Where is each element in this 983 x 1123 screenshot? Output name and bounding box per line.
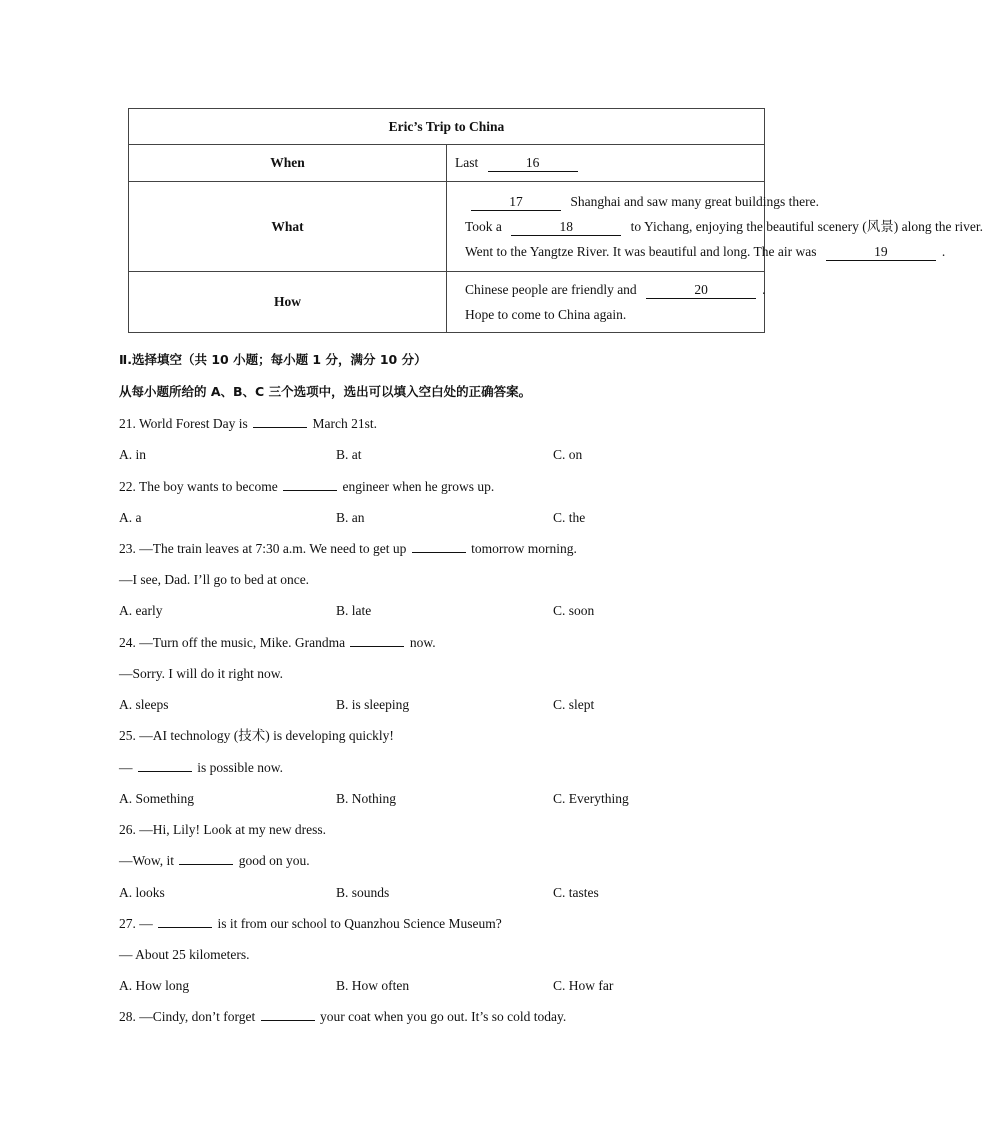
- question-23-option-c: C. soon: [553, 603, 595, 618]
- blank-18: 18: [511, 220, 621, 236]
- what-cell: [447, 182, 983, 272]
- question-21-option-a: A. in: [119, 447, 146, 462]
- question-21-option-c: C. on: [553, 447, 583, 462]
- question-22-option-c: C. the: [553, 510, 586, 525]
- question-27-option-b: B. How often: [336, 978, 410, 993]
- question-text: good on you.: [235, 853, 310, 868]
- question-26-option-a: A. looks: [119, 885, 165, 900]
- question-23-option-b: B. late: [336, 603, 372, 618]
- question-23-line-1: [119, 540, 577, 558]
- what-line-2: [455, 214, 983, 239]
- question-25-line-2: [119, 759, 283, 777]
- what-line-3-prefix: Went to the Yangtze River. It was beautiful and long. The air was: [465, 244, 817, 259]
- question-text: tomorrow morning.: [467, 541, 577, 556]
- question-text: now.: [406, 635, 436, 650]
- question-28-line-1: [119, 1008, 566, 1026]
- question-text: 28. —Cindy, don’t forget: [119, 1009, 259, 1024]
- question-text: 25. —AI technology (技术) is developing quickly!: [119, 728, 394, 743]
- how-cell: [447, 272, 765, 333]
- how-line-2-text: Hope to come to China again.: [465, 307, 627, 322]
- question-26-line-1: [119, 821, 326, 839]
- blank-16: 16: [488, 156, 578, 172]
- question-26-line-2: [119, 852, 310, 870]
- question-text: March 21st.: [309, 416, 378, 431]
- question-22-line-1: [119, 478, 494, 496]
- trip-table: [128, 108, 983, 333]
- question-text: 27. —: [119, 916, 157, 931]
- question-24-line-2: [119, 665, 283, 683]
- what-line-3-suffix: .: [941, 244, 946, 259]
- answer-blank: [158, 915, 212, 928]
- question-26-option-c: C. tastes: [553, 885, 599, 900]
- blank-19: 19: [826, 245, 936, 261]
- blank-17: 17: [471, 195, 561, 211]
- question-27-line-1: [119, 915, 502, 933]
- how-label: How: [129, 272, 447, 333]
- question-21-line-1: [119, 415, 377, 433]
- answer-blank: [261, 1008, 315, 1021]
- when-label: When: [129, 145, 447, 182]
- section-heading: Ⅱ.选择填空（共 10 小题；每小题 1 分，满分 10 分）: [119, 352, 427, 367]
- answer-blank: [138, 759, 192, 772]
- answer-blank: [350, 634, 404, 647]
- question-text: 23. —The train leaves at 7:30 a.m. We need to get up: [119, 541, 410, 556]
- question-25-option-b: B. Nothing: [336, 791, 397, 806]
- how-line-1-suffix: .: [762, 282, 766, 297]
- question-text: — About 25 kilometers.: [119, 947, 250, 962]
- what-line-1-text: Shanghai and saw many great buildings there.: [570, 194, 819, 209]
- question-text: engineer when he grows up.: [339, 479, 495, 494]
- when-prefix: Last: [455, 154, 479, 170]
- question-25-option-c: C. Everything: [553, 791, 629, 806]
- question-text: 22. The boy wants to become: [119, 479, 282, 494]
- what-line-2-prefix: Took a: [465, 219, 502, 234]
- answer-blank: [253, 415, 307, 428]
- blank-20: 20: [646, 283, 756, 299]
- question-24-option-a: A. sleeps: [119, 697, 169, 712]
- when-cell: [447, 145, 765, 182]
- question-22-option-a: A. a: [119, 510, 142, 525]
- table-title: Eric’s Trip to China: [129, 109, 765, 145]
- what-label: What: [129, 182, 447, 272]
- question-text: —Sorry. I will do it right now.: [119, 666, 283, 681]
- question-text: is it from our school to Quanzhou Science Museum?: [214, 916, 502, 931]
- how-line-1-prefix: Chinese people are friendly and: [465, 282, 637, 297]
- question-24-option-b: B. is sleeping: [336, 697, 410, 712]
- question-text: 26. —Hi, Lily! Look at my new dress.: [119, 822, 326, 837]
- question-23-line-2: [119, 571, 309, 589]
- what-line-1: [455, 189, 819, 214]
- question-24-option-c: C. slept: [553, 697, 595, 712]
- question-text: is possible now.: [193, 760, 284, 775]
- question-24-line-1: [119, 634, 436, 652]
- what-line-2-suffix: to Yichang, enjoying the beautiful scenery (风景) along the river.: [630, 219, 983, 234]
- how-line-1: [455, 277, 766, 302]
- answer-blank: [179, 852, 233, 865]
- how-line-2: [455, 302, 756, 327]
- question-23-option-a: A. early: [119, 603, 163, 618]
- question-text: —: [119, 760, 136, 775]
- answer-blank: [412, 540, 466, 553]
- answer-blank: [283, 478, 337, 491]
- question-text: 24. —Turn off the music, Mike. Grandma: [119, 635, 349, 650]
- question-27-line-2: [119, 946, 250, 964]
- section-instruction: 从每小题所给的 A、B、C 三个选项中，选出可以填入空白处的正确答案。: [119, 384, 532, 399]
- question-text: —Wow, it: [119, 853, 178, 868]
- question-25-option-a: A. Something: [119, 791, 195, 806]
- question-27-option-a: A. How long: [119, 978, 190, 993]
- question-27-option-c: C. How far: [553, 978, 614, 993]
- question-text: 21. World Forest Day is: [119, 416, 252, 431]
- question-26-option-b: B. sounds: [336, 885, 390, 900]
- question-25-line-1: [119, 727, 394, 745]
- question-text: your coat when you go out. It’s so cold today.: [316, 1009, 567, 1024]
- question-21-option-b: B. at: [336, 447, 362, 462]
- question-22-option-b: B. an: [336, 510, 365, 525]
- question-text: —I see, Dad. I’ll go to bed at once.: [119, 572, 310, 587]
- what-line-3: [455, 239, 946, 264]
